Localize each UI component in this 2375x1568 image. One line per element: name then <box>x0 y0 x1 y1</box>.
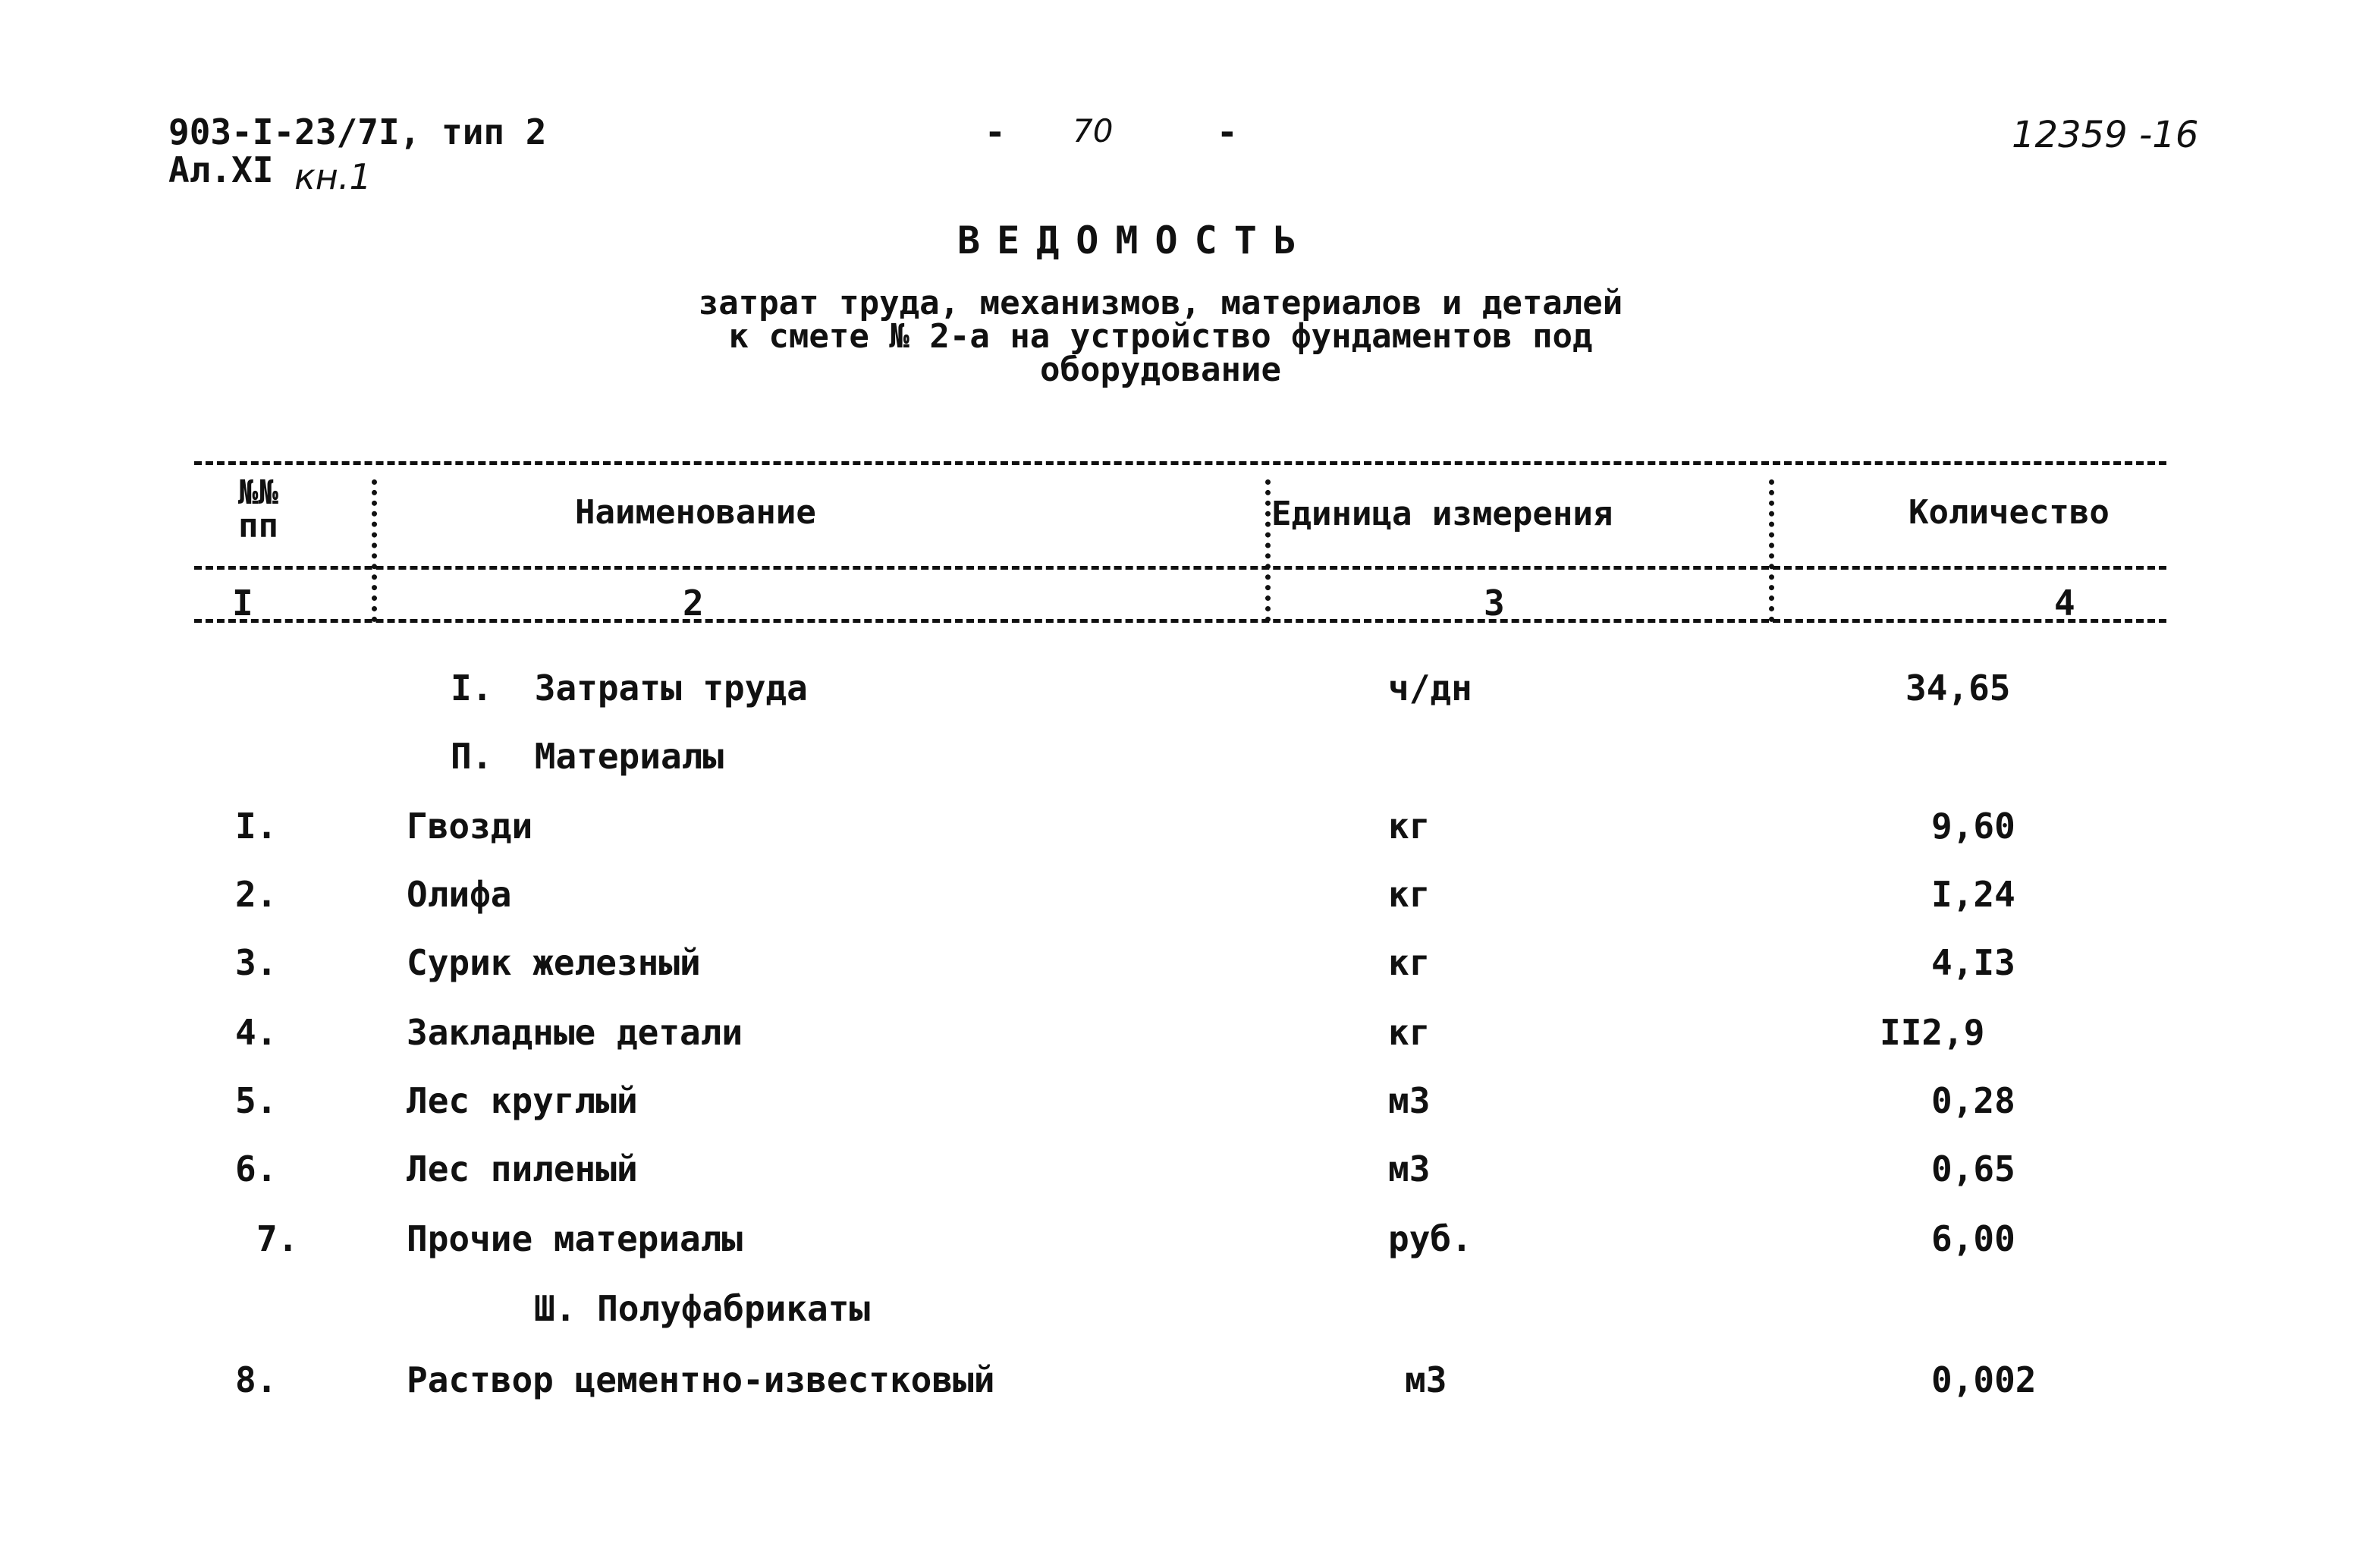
table-row-unit: кг <box>1388 942 1431 983</box>
table-row-unit: руб. <box>1388 1218 1472 1259</box>
section-materials-heading: П. Материалы <box>451 736 724 777</box>
table-row-number: I. <box>235 806 278 847</box>
table-row-unit: м3 <box>1405 1359 1447 1400</box>
column-header-name: Наименование <box>575 493 816 532</box>
album-handwritten-note: кн.1 <box>294 156 372 197</box>
page-number: 70 <box>1073 112 1114 149</box>
table-row-quantity: 6,00 <box>1931 1218 2015 1259</box>
album-label: Ал.XI <box>168 149 274 190</box>
column-header-number: №№ пп <box>238 473 278 545</box>
table-row-unit: кг <box>1388 874 1431 915</box>
table-row-quantity: 4,I3 <box>1931 942 2015 983</box>
inventory-number: 12359 -16 <box>2012 114 2199 156</box>
column-number-2: 2 <box>683 583 704 624</box>
table-row-number: 6. <box>235 1149 278 1189</box>
table-row-name: Олифа <box>407 874 512 915</box>
table-row-unit: кг <box>1388 1012 1431 1053</box>
table-header-rule <box>194 566 2166 570</box>
table-row-quantity: 9,60 <box>1931 806 2015 847</box>
table-row-number: 5. <box>235 1080 278 1121</box>
table-top-rule <box>194 461 2166 465</box>
column-header-unit: Единица измерения <box>1271 495 1613 533</box>
subtitle-line-3: оборудование <box>1040 350 1281 389</box>
subtitle-line-2: к смете № 2-а на устройство фундаментов под <box>728 317 1593 356</box>
table-row-name: Прочие материалы <box>407 1218 743 1259</box>
table-colnum-rule <box>194 619 2166 623</box>
column-separator-1 <box>372 479 377 622</box>
section-labor-quantity: 34,65 <box>1905 668 2011 709</box>
column-header-quantity: Количество <box>1908 493 2110 532</box>
table-row-quantity: 0,002 <box>1931 1359 2037 1400</box>
document-title: ВЕДОМОСТЬ <box>957 218 1313 262</box>
table-row-unit: кг <box>1388 806 1431 847</box>
table-row-unit: м3 <box>1388 1149 1431 1189</box>
column-number-1: I <box>232 583 253 624</box>
table-row-quantity: II2,9 <box>1880 1012 1985 1053</box>
document-code: 903-I-23/7I, тип 2 <box>168 112 547 152</box>
table-row-quantity: 0,28 <box>1931 1080 2015 1121</box>
table-row-name: Закладные детали <box>407 1012 743 1053</box>
table-row-quantity: 0,65 <box>1931 1149 2015 1189</box>
table-row-number: 8. <box>235 1359 278 1400</box>
table-row-name: Гвозди <box>407 806 533 847</box>
table-row-name: Лес пиленый <box>407 1149 638 1189</box>
table-row-unit: м3 <box>1388 1080 1431 1121</box>
section-semifinished-heading: Ш. Полуфабрикаты <box>534 1288 871 1329</box>
column-separator-3 <box>1769 479 1774 622</box>
dash-right: - <box>1217 112 1238 152</box>
column-separator-2 <box>1265 479 1271 622</box>
table-row-name: Лес круглый <box>407 1080 638 1121</box>
table-row-name: Раствор цементно-известковый <box>407 1359 995 1400</box>
table-row-name: Сурик железный <box>407 942 701 983</box>
section-labor-name: I. Затраты труда <box>451 668 808 709</box>
column-number-4: 4 <box>2054 583 2075 624</box>
subtitle-line-1: затрат труда, механизмов, материалов и деталей <box>698 284 1623 322</box>
table-row-number: 3. <box>235 942 278 983</box>
column-number-3: 3 <box>1484 583 1505 624</box>
table-row-number: 7. <box>256 1218 299 1259</box>
table-row-number: 4. <box>235 1012 278 1053</box>
table-row-quantity: I,24 <box>1931 874 2015 915</box>
section-labor-unit: ч/дн <box>1388 668 1472 709</box>
table-row-number: 2. <box>235 874 278 915</box>
dash-left: - <box>985 112 1006 152</box>
